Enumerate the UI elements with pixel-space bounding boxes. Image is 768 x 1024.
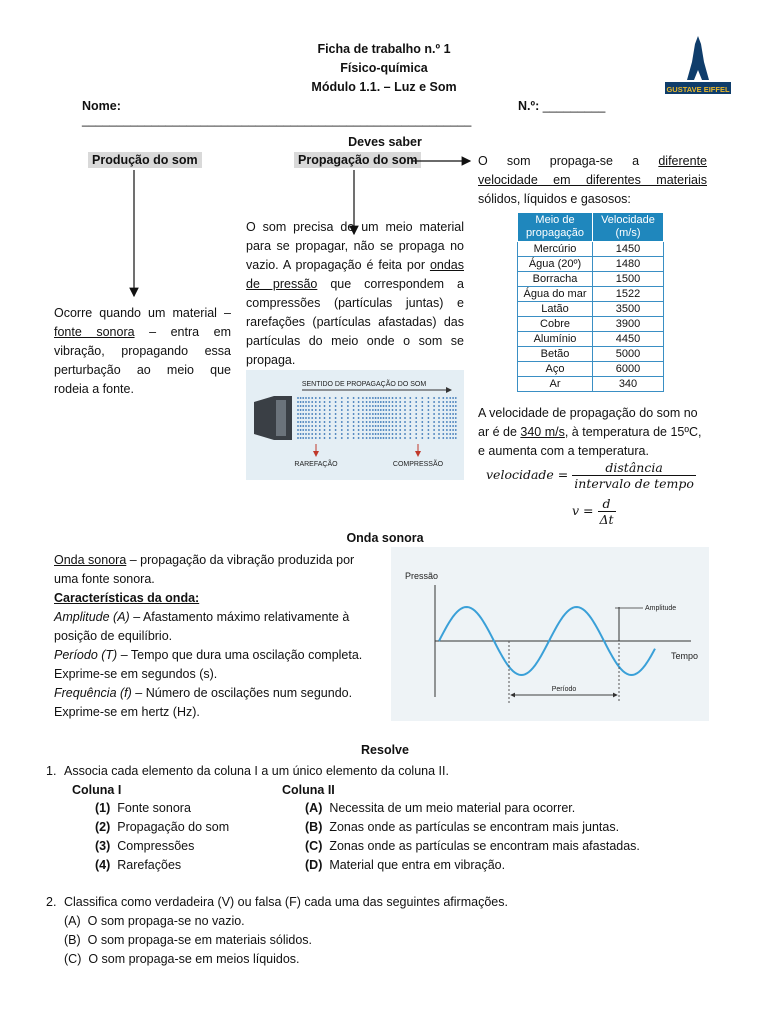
number-label: N.º: [518,99,540,113]
school-logo [662,32,734,96]
velocity-table [517,212,664,392]
table-row [518,377,664,392]
q2-number: 2. [46,895,57,909]
producao-text: Ocorre quando um material – fonte sonora – entra em vibração, propagando essa perturbação ao meio que rodeia a fonte. [54,306,231,396]
name-line [82,99,482,127]
y-axis-label: Pressão [405,571,439,581]
table-cell-meio: Mercúrio [518,242,593,257]
wave-graph [391,547,709,721]
table-cell-meio: Aço [518,362,593,377]
q2-item: (B) O som propaga-se em materiais sólidos. [64,933,313,947]
table-row [518,347,664,362]
table-cell-meio: Ar [518,377,593,392]
table-cell-meio: Cobre [518,317,593,332]
formula-velocidade: velocidade = $\frac{\text{distância}}{\text{intervalo de tempo}}$ [486,460,694,491]
formula-v: v = $\frac{d}{\Delta t}$ [572,496,614,527]
table-cell-meio: Alumínio [518,332,593,347]
producao-heading: Produção do som [88,153,202,167]
table-cell-velocidade: 3500 [593,302,664,317]
propagacao-heading: Propagação do som [294,153,421,167]
table-cell-meio: Água (20º) [518,257,593,272]
sheet-title: Ficha de trabalho n.º 1 [317,42,451,56]
propagacao-text: O som precisa de um meio material para se propagar, não se propaga no vazio. A propagação é feita por ondas de pressão que correspondem a compressões (partículas juntas) e rarefações (partículas afastadas) das partículas do meio onde o som se propaga. [246,220,464,367]
table-cell-velocidade: 1522 [593,287,664,302]
section-title-deves-saber: Deves saber [348,135,422,149]
col2-item: (D) Material que entra em vibração. [305,858,506,872]
table-cell-velocidade: 4450 [593,332,664,347]
table-row [518,317,664,332]
frequencia-def: Frequência (f) – Número de oscilações num segundo. [54,686,353,700]
table-cell-velocidade: 1450 [593,242,664,257]
table-cell-meio: Betão [518,347,593,362]
col2-item: (A) Necessita de um meio material para ocorrer. [305,801,576,815]
table-cell-meio: Água do mar [518,287,593,302]
table-row [518,362,664,377]
table-cell-meio: Borracha [518,272,593,287]
label-rarefacao: RAREFAÇÃO [294,461,338,468]
col1-item: (2) Propagação do som [95,820,230,834]
speaker-icon [254,396,292,440]
table-cell-velocidade: 1480 [593,257,664,272]
table-cell-velocidade: 5000 [593,347,664,362]
periodo-def: Período (T) – Tempo que dura uma oscilação completa. [54,648,363,662]
col1-title: Coluna I [72,783,122,797]
compression-diagram [246,370,464,480]
name-blank: ________________________________________________________ [82,113,472,127]
table-header-velocidade: Velocidade (m/s) [593,213,664,242]
col1-item: (4) Rarefações [95,858,182,872]
onda-def: Onda sonora – propagação da vibração produzida por uma fonte sonora. [54,553,355,586]
col2-title: Coluna II [282,783,335,797]
table-cell-velocidade: 1500 [593,272,664,287]
caracteristicas-title: Características da onda: [54,591,200,605]
x-axis-label: Tempo [671,651,699,661]
amplitude-label: Amplitude [645,605,677,612]
q2-item: (A) O som propaga-se no vazio. [64,914,245,928]
q1-number: 1. [46,764,57,778]
col2-item: (C) Zonas onde as partículas se encontram mais afastadas. [305,839,640,853]
logo-text: GUSTAVE EIFFEL [666,85,730,94]
table-header-meio: Meio de propagação [518,213,593,242]
section-title-onda: Onda sonora [346,531,424,545]
table-row [518,257,664,272]
ar-velocity-text: A velocidade de propagação do som no ar é de 340 m/s, à temperatura de 15ºC, e aumenta com a temperatura. [478,406,702,458]
q2-item: (C) O som propaga-se em meios líquidos. [64,952,300,966]
periodo-unit: Exprime-se em segundos (s). [54,667,218,681]
name-label: Nome: [82,99,121,113]
section-title-resolve: Resolve [361,743,409,757]
frequencia-unit: Exprime-se em hertz (Hz). [54,705,200,719]
col2-item: (B) Zonas onde as partículas se encontram mais juntas. [305,820,620,834]
table-cell-meio: Latão [518,302,593,317]
col1-item: (1) Fonte sonora [95,801,191,815]
number-blank: _________ [542,99,606,113]
number-line [518,99,638,113]
table-row [518,272,664,287]
label-compressao: COMPRESSÃO [392,461,444,468]
table-row [518,242,664,257]
onda-definitions [54,551,378,722]
table-row [518,302,664,317]
subject-title: Físico-química [340,61,428,75]
col1-item: (3) Compressões [95,839,195,853]
velocidade-text: O som propaga-se a diferente velocidade em diferentes materiais sólidos, líquidos e gasosos: [478,154,707,206]
table-cell-velocidade: 3900 [593,317,664,332]
q2-text: Classifica como verdadeira (V) ou falsa (F) cada uma das seguintes afirmações. [64,895,508,909]
periodo-label: Período [551,686,577,693]
q1-text: Associa cada elemento da coluna I a um único elemento da coluna II. [64,764,449,778]
table-cell-velocidade: 6000 [593,362,664,377]
table-cell-velocidade: 340 [593,377,664,392]
table-row [518,332,664,347]
amplitude-def: Amplitude (A) – Afastamento máximo relativamente à posição de equilíbrio. [54,610,350,643]
diagram-title: SENTIDO DE PROPAGAÇÃO DO SOM [301,381,427,388]
table-row [518,287,664,302]
module-title: Módulo 1.1. – Luz e Som [311,80,457,94]
